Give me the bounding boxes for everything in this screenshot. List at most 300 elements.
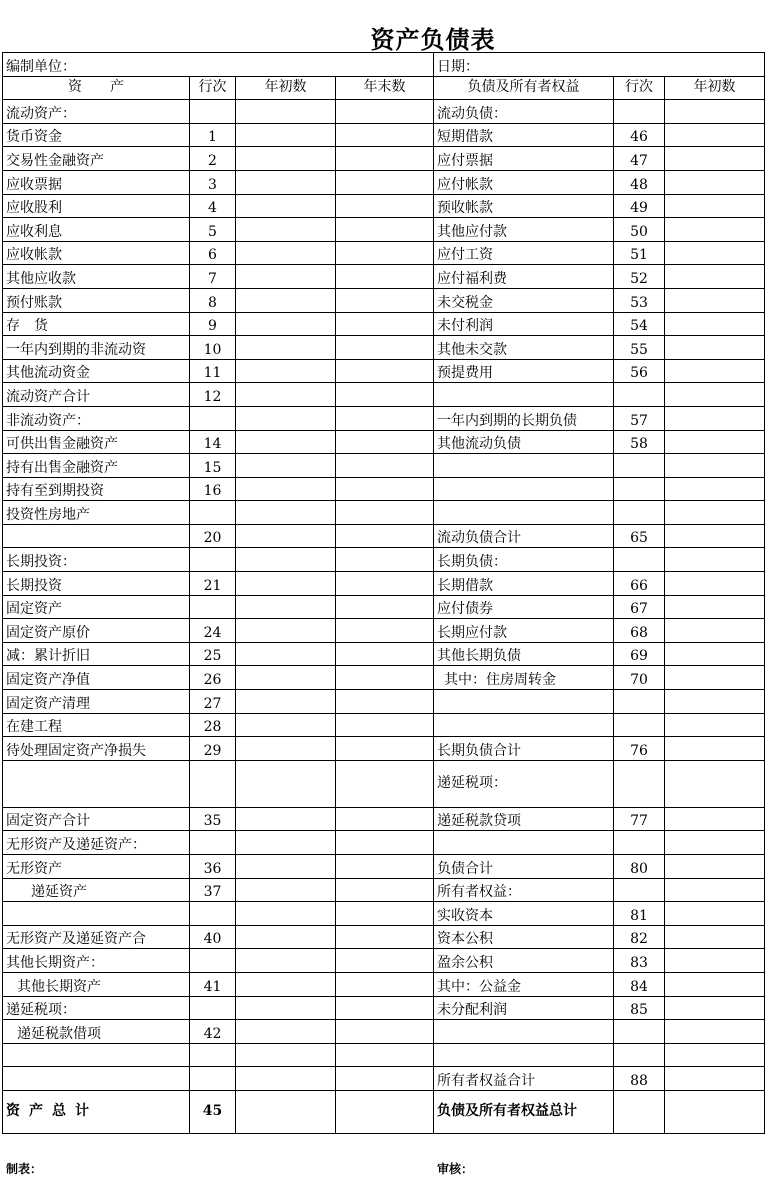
liability-begin-value [665,878,765,902]
liability-begin-value [665,666,765,690]
liability-row-no: 55 [614,336,665,360]
table-row [3,477,765,501]
asset-end-value [336,878,434,902]
asset-end-value [336,737,434,761]
asset-end-value [336,501,434,525]
asset-end-value [336,925,434,949]
table-row [3,666,765,690]
liability-begin-value [665,855,765,879]
asset-row-no: 2 [190,147,236,171]
asset-row-no [190,595,236,619]
liability-begin-value [665,1020,765,1044]
table-row [3,690,765,714]
asset-begin-value [236,572,336,596]
liability-row-no: 68 [614,619,665,643]
asset-item: 无形资产及递延资产： [3,831,190,855]
asset-item [3,902,190,926]
asset-begin-value [236,430,336,454]
liability-item: 一年内到期的长期负债 [434,406,614,430]
asset-end-value [336,642,434,666]
asset-row-no: 11 [190,359,236,383]
liability-begin-value [665,925,765,949]
asset-item: 可供出售金融资产 [3,430,190,454]
asset-end-value [336,430,434,454]
asset-end-value [336,807,434,831]
table-row [3,972,765,996]
liability-begin-value [665,265,765,289]
table-row [3,595,765,619]
asset-item: 货币资金 [3,123,190,147]
asset-begin-value [236,831,336,855]
table-row [3,737,765,761]
liability-begin-value [665,949,765,973]
liability-item: 其他长期负债 [434,642,614,666]
asset-row-no: 42 [190,1020,236,1044]
liability-item: 应付工资 [434,241,614,265]
asset-row-no: 35 [190,807,236,831]
table-row [3,902,765,926]
asset-end-value [336,218,434,242]
table-row [3,265,765,289]
asset-item: 固定资产合计 [3,807,190,831]
table-row [3,572,765,596]
table-row [3,996,765,1020]
asset-item: 应收利息 [3,218,190,242]
asset-item: 递延税款借项 [3,1020,190,1044]
liability-row-no: 77 [614,807,665,831]
liability-row-no: 53 [614,288,665,312]
asset-item: 递延税项： [3,996,190,1020]
asset-end-value [336,359,434,383]
asset-begin-value [236,949,336,973]
table-row [3,878,765,902]
asset-begin-value [236,666,336,690]
asset-end-value [336,690,434,714]
liability-begin-value [665,383,765,407]
asset-end-value [336,406,434,430]
asset-begin-value [236,218,336,242]
liability-row-no [614,383,665,407]
asset-end-value [336,972,434,996]
liability-begin-value [665,123,765,147]
table-row [3,288,765,312]
liability-item [434,1043,614,1067]
asset-row-no: 41 [190,972,236,996]
liability-item: 未付利润 [434,312,614,336]
asset-end-value [336,477,434,501]
asset-end-value [336,831,434,855]
asset-row-no [190,996,236,1020]
table-row [3,312,765,336]
liability-item: 未分配利润 [434,996,614,1020]
asset-row-no: 6 [190,241,236,265]
asset-row-no [190,949,236,973]
table-row [3,454,765,478]
header-info-row [3,53,765,77]
liability-row-no: 52 [614,265,665,289]
asset-end-value [336,949,434,973]
liability-item: 应付债券 [434,595,614,619]
liability-row-no: 51 [614,241,665,265]
liability-row-no: 48 [614,170,665,194]
table-row [3,713,765,737]
liability-begin-value [665,477,765,501]
table-row [3,1067,765,1091]
liability-item: 其他应付款 [434,218,614,242]
liability-row-no: 83 [614,949,665,973]
asset-item: 长期投资： [3,548,190,572]
asset-row-no: 9 [190,312,236,336]
liability-begin-value [665,548,765,572]
liability-item [434,831,614,855]
liability-item: 流动负债合计 [434,524,614,548]
asset-end-value [336,760,434,807]
liability-row-no [614,501,665,525]
table-row [3,383,765,407]
asset-begin-value [236,288,336,312]
liability-begin-value [665,336,765,360]
asset-item: 无形资产及递延资产合 [3,925,190,949]
table-row [3,1090,765,1133]
liability-item: 长期借款 [434,572,614,596]
liability-item: 未交税金 [434,288,614,312]
liability-item: 负债及所有者权益总计 [434,1090,614,1133]
asset-begin-value [236,878,336,902]
asset-end-value [336,619,434,643]
asset-begin-value [236,760,336,807]
asset-begin-value [236,147,336,171]
liability-row-no: 67 [614,595,665,619]
liability-begin-value [665,312,765,336]
page-title: 资产负债表 [370,25,496,54]
asset-row-no [190,760,236,807]
table-row [3,1043,765,1067]
liability-begin-value [665,524,765,548]
asset-begin-value [236,1067,336,1091]
unit-label: 编制单位： [3,53,434,77]
asset-item: 固定资产 [3,595,190,619]
liability-row-no: 81 [614,902,665,926]
liability-begin-value [665,572,765,596]
table-row [3,501,765,525]
liability-item: 长期应付款 [434,619,614,643]
asset-item: 在建工程 [3,713,190,737]
liability-item: 应付票据 [434,147,614,171]
asset-begin-value [236,501,336,525]
asset-item: 长期投资 [3,572,190,596]
table-row [3,925,765,949]
asset-begin-value [236,1090,336,1133]
asset-row-no: 14 [190,430,236,454]
reviewed-by-label: 审核： [437,1162,474,1176]
liability-begin-value [665,902,765,926]
asset-begin-value [236,336,336,360]
liability-row-no: 56 [614,359,665,383]
liability-row-no: 76 [614,737,665,761]
asset-row-no: 8 [190,288,236,312]
asset-begin-value [236,548,336,572]
table-row [3,642,765,666]
liability-row-no [614,477,665,501]
table-row [3,760,765,807]
liability-row-no: 84 [614,972,665,996]
asset-row-no: 24 [190,619,236,643]
table-row [3,524,765,548]
column-header-row [3,76,765,100]
asset-item: 无形资产 [3,855,190,879]
asset-begin-value [236,406,336,430]
liability-begin-value [665,642,765,666]
asset-row-no [190,100,236,124]
col-row-no-2: 行次 [614,76,665,100]
liability-row-no [614,878,665,902]
liability-item [434,501,614,525]
liability-begin-value [665,147,765,171]
liability-begin-value [665,454,765,478]
liability-begin-value [665,430,765,454]
asset-item: 固定资产净值 [3,666,190,690]
liability-item [434,383,614,407]
table-row [3,949,765,973]
liability-row-no [614,100,665,124]
liability-row-no: 70 [614,666,665,690]
asset-begin-value [236,1043,336,1067]
asset-row-no [190,902,236,926]
asset-row-no: 12 [190,383,236,407]
asset-row-no: 5 [190,218,236,242]
asset-item: 非流动资产： [3,406,190,430]
table-row [3,831,765,855]
table-row [3,241,765,265]
table-row [3,430,765,454]
liability-row-no: 65 [614,524,665,548]
asset-row-no [190,501,236,525]
liability-item: 预收帐款 [434,194,614,218]
liability-begin-value [665,713,765,737]
prepared-by-label: 制表： [6,1162,43,1176]
asset-row-no: 37 [190,878,236,902]
liability-row-no: 88 [614,1067,665,1091]
asset-item: 持有出售金融资产 [3,454,190,478]
asset-begin-value [236,996,336,1020]
asset-begin-value [236,855,336,879]
liability-item: 资本公积 [434,925,614,949]
asset-end-value [336,1067,434,1091]
col-begin-2: 年初数 [665,76,765,100]
asset-row-no: 21 [190,572,236,596]
asset-item: 资产总计 [3,1090,190,1133]
asset-row-no [190,406,236,430]
col-assets: 资 产 [3,76,190,100]
asset-begin-value [236,359,336,383]
liability-row-no [614,690,665,714]
liability-begin-value [665,760,765,807]
asset-begin-value [236,737,336,761]
asset-end-value [336,855,434,879]
asset-begin-value [236,241,336,265]
asset-begin-value [236,619,336,643]
asset-end-value [336,123,434,147]
asset-item [3,760,190,807]
asset-end-value [336,996,434,1020]
asset-end-value [336,1090,434,1133]
asset-begin-value [236,972,336,996]
table-row [3,359,765,383]
asset-end-value [336,100,434,124]
liability-row-no: 58 [614,430,665,454]
liability-row-no [614,1043,665,1067]
asset-row-no: 26 [190,666,236,690]
asset-begin-value [236,807,336,831]
asset-row-no [190,548,236,572]
asset-begin-value [236,100,336,124]
asset-begin-value [236,194,336,218]
asset-row-no: 1 [190,123,236,147]
table-row [3,619,765,643]
liability-row-no: 54 [614,312,665,336]
asset-begin-value [236,123,336,147]
asset-row-no: 16 [190,477,236,501]
liability-begin-value [665,690,765,714]
liability-begin-value [665,359,765,383]
table-row [3,218,765,242]
liability-item: 其他未交款 [434,336,614,360]
asset-row-no: 3 [190,170,236,194]
asset-item: 减：累计折旧 [3,642,190,666]
liability-row-no: 66 [614,572,665,596]
asset-item: 其他长期资产： [3,949,190,973]
asset-end-value [336,454,434,478]
liability-item: 短期借款 [434,123,614,147]
asset-end-value [336,194,434,218]
table-row [3,336,765,360]
col-liabilities: 负债及所有者权益 [434,76,614,100]
liability-item: 应付福利费 [434,265,614,289]
liability-row-no: 85 [614,996,665,1020]
liability-begin-value [665,807,765,831]
liability-item: 递延税款贷项 [434,807,614,831]
asset-row-no: 20 [190,524,236,548]
asset-item [3,1043,190,1067]
asset-end-value [336,572,434,596]
liability-begin-value [665,737,765,761]
liability-item: 其中：住房周转金 [434,666,614,690]
table-row [3,170,765,194]
asset-end-value [336,666,434,690]
liability-row-no [614,454,665,478]
asset-begin-value [236,713,336,737]
liability-row-no: 57 [614,406,665,430]
liability-item [434,1020,614,1044]
asset-item: 一年内到期的非流动资 [3,336,190,360]
asset-item: 待处理固定资产净损失 [3,737,190,761]
liability-item: 所有者权益： [434,878,614,902]
liability-begin-value [665,406,765,430]
liability-item [434,713,614,737]
table-row [3,123,765,147]
table-row [3,548,765,572]
liability-begin-value [665,972,765,996]
liability-row-no [614,831,665,855]
liability-item: 实收资本 [434,902,614,926]
asset-begin-value [236,383,336,407]
asset-begin-value [236,454,336,478]
liability-item: 负债合计 [434,855,614,879]
asset-row-no [190,1067,236,1091]
liability-item: 长期负债合计 [434,737,614,761]
asset-end-value [336,241,434,265]
liability-row-no: 69 [614,642,665,666]
asset-begin-value [236,595,336,619]
table-row [3,100,765,124]
liability-row-no [614,1020,665,1044]
liability-begin-value [665,831,765,855]
liability-row-no: 82 [614,925,665,949]
liability-begin-value [665,996,765,1020]
asset-begin-value [236,524,336,548]
date-label: 日期： [434,53,765,77]
liability-item: 所有者权益合计 [434,1067,614,1091]
liability-item [434,690,614,714]
liability-begin-value [665,595,765,619]
asset-item: 应收帐款 [3,241,190,265]
asset-end-value [336,336,434,360]
asset-end-value [336,288,434,312]
liability-begin-value [665,288,765,312]
asset-row-no: 10 [190,336,236,360]
col-begin: 年初数 [236,76,336,100]
asset-end-value [336,595,434,619]
asset-end-value [336,1043,434,1067]
asset-begin-value [236,477,336,501]
asset-item: 交易性金融资产 [3,147,190,171]
table-row [3,406,765,430]
asset-row-no: 45 [190,1090,236,1133]
col-row-no: 行次 [190,76,236,100]
liability-item: 应付帐款 [434,170,614,194]
liability-begin-value [665,1067,765,1091]
asset-row-no: 40 [190,925,236,949]
asset-item [3,1067,190,1091]
asset-begin-value [236,925,336,949]
liability-item: 盈余公积 [434,949,614,973]
asset-item: 应收股利 [3,194,190,218]
liability-row-no [614,713,665,737]
liability-row-no: 46 [614,123,665,147]
liability-begin-value [665,218,765,242]
table-row [3,194,765,218]
col-end: 年末数 [336,76,434,100]
asset-item: 投资性房地产 [3,501,190,525]
liability-row-no: 80 [614,855,665,879]
asset-item: 其他应收款 [3,265,190,289]
liability-item: 其他流动负债 [434,430,614,454]
asset-begin-value [236,902,336,926]
asset-item [3,524,190,548]
asset-item: 预付账款 [3,288,190,312]
asset-item: 流动资产： [3,100,190,124]
asset-end-value [336,548,434,572]
liability-item: 长期负债： [434,548,614,572]
asset-row-no: 28 [190,713,236,737]
liability-begin-value [665,100,765,124]
asset-item: 递延资产 [3,878,190,902]
asset-item: 固定资产原价 [3,619,190,643]
asset-item: 应收票据 [3,170,190,194]
asset-end-value [336,383,434,407]
asset-item: 固定资产清理 [3,690,190,714]
asset-begin-value [236,170,336,194]
